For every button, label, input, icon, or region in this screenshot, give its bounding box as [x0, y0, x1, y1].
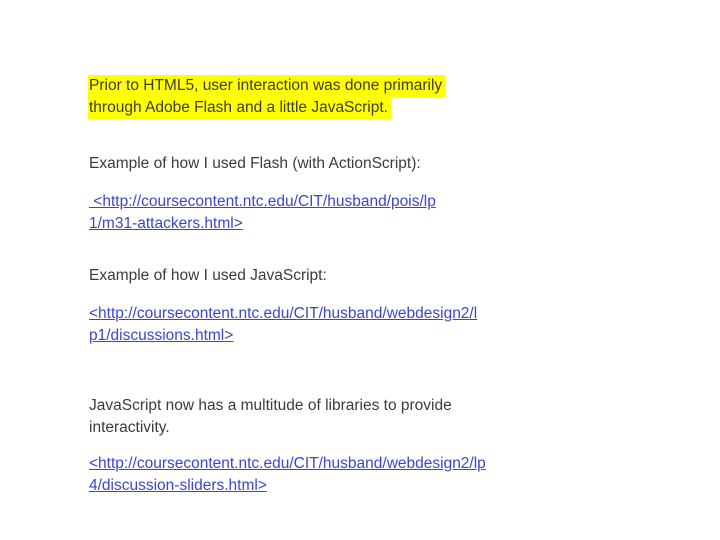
- highlight-line: [89, 75, 699, 97]
- link-line: p1/discussions.html>: [89, 327, 234, 344]
- javascript-intro-text: Example of how I used JavaScript:: [89, 267, 327, 284]
- link-line: <http://coursecontent.ntc.edu/CIT/husband/webdesign2/l: [89, 305, 478, 322]
- sliders-example-link[interactable]: [89, 453, 699, 497]
- highlight-mark: through Adobe Flash and a little JavaScript.: [88, 97, 391, 119]
- document-page: [89, 75, 699, 497]
- link-line: <http://coursecontent.ntc.edu/CIT/husband/webdesign2/lp: [89, 455, 486, 472]
- highlight-mark: Prior to HTML5, user interaction was done primarily: [88, 75, 445, 97]
- link-line: <http://coursecontent.ntc.edu/CIT/husband/pois/lp: [89, 193, 436, 210]
- javascript-example-link[interactable]: [89, 303, 699, 347]
- flash-intro-text: Example of how I used Flash (with ActionScript):: [89, 155, 421, 172]
- flash-link-paragraph: [89, 191, 699, 235]
- highlighted-note: [89, 75, 699, 119]
- libraries-paragraph: [89, 395, 699, 439]
- link-line: 1/m31-attackers.html>: [89, 215, 243, 232]
- javascript-link-paragraph: [89, 303, 699, 347]
- text-line: JavaScript now has a multitude of libraries to provide: [89, 397, 452, 414]
- flash-example-link[interactable]: [89, 191, 699, 235]
- highlight-line: [89, 97, 699, 119]
- sliders-link-paragraph: [89, 453, 699, 497]
- link-line: 4/discussion-sliders.html>: [89, 477, 267, 494]
- text-line: interactivity.: [89, 419, 170, 436]
